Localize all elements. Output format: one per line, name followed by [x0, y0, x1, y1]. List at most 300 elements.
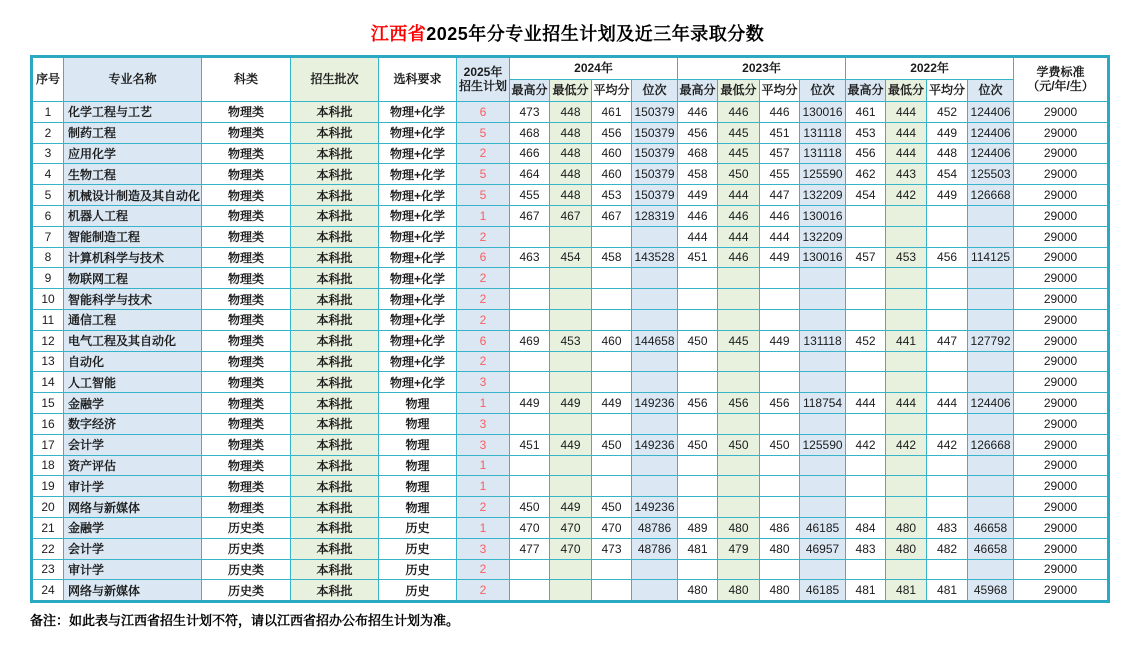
- cell-tuition: 29000: [1014, 413, 1109, 434]
- cell-2024-avg: [592, 309, 632, 330]
- cell-2023-rank: [800, 559, 846, 580]
- cell-2024-rank: [632, 372, 678, 393]
- cell-2024-min: 449: [550, 393, 592, 414]
- table-row: [32, 330, 1109, 351]
- cell-2023-avg: 455: [760, 164, 800, 185]
- cell-2023-min: 450: [718, 434, 760, 455]
- cell-2022-avg: [927, 351, 968, 372]
- cell-2022-min: 441: [886, 330, 927, 351]
- cell-2022-rank: 124406: [968, 393, 1014, 414]
- cell-subject-req: 物理: [379, 455, 457, 476]
- table-row: [32, 143, 1109, 164]
- cell-2024-rank: [632, 455, 678, 476]
- cell-major: 会计学: [64, 434, 202, 455]
- cell-subject-req: 物理+化学: [379, 122, 457, 143]
- cell-tuition: 29000: [1014, 289, 1109, 310]
- cell-2024-rank: 149236: [632, 434, 678, 455]
- cell-no: 7: [32, 226, 64, 247]
- cell-2024-avg: 460: [592, 330, 632, 351]
- table-row: [32, 413, 1109, 434]
- cell-2023-min: 446: [718, 205, 760, 226]
- cell-category: 物理类: [202, 268, 291, 289]
- cell-2022-max: 454: [846, 185, 886, 206]
- cell-2022-avg: [927, 268, 968, 289]
- cell-2023-avg: 450: [760, 434, 800, 455]
- cell-plan-2025: 6: [457, 247, 510, 268]
- cell-2023-max: [678, 455, 718, 476]
- score-col-header-min: 最低分: [886, 80, 927, 102]
- cell-2024-rank: 150379: [632, 143, 678, 164]
- cell-batch: 本科批: [291, 330, 379, 351]
- cell-2022-min: [886, 413, 927, 434]
- table-row: [32, 268, 1109, 289]
- cell-no: 16: [32, 413, 64, 434]
- cell-tuition: 29000: [1014, 351, 1109, 372]
- cell-major: 应用化学: [64, 143, 202, 164]
- cell-plan-2025: 3: [457, 538, 510, 559]
- cell-no: 5: [32, 185, 64, 206]
- cell-2022-avg: [927, 289, 968, 310]
- cell-subject-req: 物理+化学: [379, 205, 457, 226]
- cell-plan-2025: 2: [457, 309, 510, 330]
- cell-no: 8: [32, 247, 64, 268]
- table-row: [32, 205, 1109, 226]
- cell-no: 9: [32, 268, 64, 289]
- cell-no: 21: [32, 517, 64, 538]
- score-col-header-max: 最高分: [846, 80, 886, 102]
- cell-2023-avg: 446: [760, 205, 800, 226]
- cell-2022-rank: 45968: [968, 580, 1014, 602]
- cell-2022-max: [846, 559, 886, 580]
- cell-2023-max: 456: [678, 122, 718, 143]
- cell-2023-max: 489: [678, 517, 718, 538]
- cell-2023-rank: 130016: [800, 102, 846, 123]
- score-col-header-avg: 平均分: [592, 80, 632, 102]
- cell-subject-req: 历史: [379, 538, 457, 559]
- cell-2024-min: 449: [550, 497, 592, 518]
- cell-2022-min: [886, 476, 927, 497]
- cell-2022-rank: 126668: [968, 434, 1014, 455]
- cell-plan-2025: 1: [457, 455, 510, 476]
- cell-2022-rank: 46658: [968, 538, 1014, 559]
- cell-2023-min: [718, 372, 760, 393]
- cell-2024-avg: 461: [592, 102, 632, 123]
- cell-batch: 本科批: [291, 372, 379, 393]
- cell-2023-rank: 131118: [800, 122, 846, 143]
- cell-2023-max: 450: [678, 330, 718, 351]
- cell-2022-max: [846, 455, 886, 476]
- cell-2024-avg: 460: [592, 164, 632, 185]
- cell-tuition: 29000: [1014, 372, 1109, 393]
- cell-2022-rank: [968, 413, 1014, 434]
- cell-plan-2025: 1: [457, 517, 510, 538]
- cell-2024-max: 455: [510, 185, 550, 206]
- cell-2024-max: [510, 289, 550, 310]
- cell-category: 物理类: [202, 497, 291, 518]
- cell-tuition: 29000: [1014, 185, 1109, 206]
- cell-2023-avg: [760, 559, 800, 580]
- cell-2023-min: 446: [718, 247, 760, 268]
- cell-2023-min: 456: [718, 393, 760, 414]
- cell-2023-rank: 118754: [800, 393, 846, 414]
- cell-2023-max: [678, 309, 718, 330]
- cell-2023-avg: [760, 497, 800, 518]
- cell-2022-min: 480: [886, 538, 927, 559]
- cell-2024-avg: 460: [592, 143, 632, 164]
- cell-2022-avg: [927, 413, 968, 434]
- cell-2022-max: [846, 413, 886, 434]
- cell-2023-min: 480: [718, 580, 760, 602]
- cell-2024-rank: 144658: [632, 330, 678, 351]
- cell-plan-2025: 6: [457, 102, 510, 123]
- cell-tuition: 29000: [1014, 559, 1109, 580]
- cell-2023-min: [718, 268, 760, 289]
- cell-2024-avg: [592, 580, 632, 602]
- cell-2024-max: 469: [510, 330, 550, 351]
- cell-2023-min: 450: [718, 164, 760, 185]
- cell-2023-min: [718, 476, 760, 497]
- cell-2022-rank: [968, 289, 1014, 310]
- cell-major: 审计学: [64, 559, 202, 580]
- cell-2022-max: 453: [846, 122, 886, 143]
- cell-2023-rank: [800, 476, 846, 497]
- table-row: [32, 185, 1109, 206]
- cell-major: 机械设计制造及其自动化: [64, 185, 202, 206]
- cell-2024-rank: [632, 289, 678, 310]
- title-province: 江西省: [370, 24, 427, 44]
- cell-2022-avg: [927, 309, 968, 330]
- cell-2022-max: 456: [846, 143, 886, 164]
- cell-2023-rank: [800, 372, 846, 393]
- plan-header-line1: 2025年: [463, 64, 503, 79]
- cell-category: 物理类: [202, 226, 291, 247]
- cell-category: 物理类: [202, 309, 291, 330]
- cell-2022-max: 481: [846, 580, 886, 602]
- cell-subject-req: 物理+化学: [379, 226, 457, 247]
- cell-2024-rank: [632, 413, 678, 434]
- table-row: [32, 434, 1109, 455]
- cell-2022-min: [886, 268, 927, 289]
- cell-2024-max: [510, 351, 550, 372]
- cell-subject-req: 物理+化学: [379, 330, 457, 351]
- cell-2022-min: [886, 497, 927, 518]
- cell-2022-max: [846, 226, 886, 247]
- cell-2024-avg: [592, 351, 632, 372]
- cell-2023-min: 444: [718, 226, 760, 247]
- cell-2022-rank: [968, 455, 1014, 476]
- cell-2024-min: 470: [550, 517, 592, 538]
- cell-no: 13: [32, 351, 64, 372]
- cell-2022-avg: 442: [927, 434, 968, 455]
- cell-category: 历史类: [202, 517, 291, 538]
- cell-2022-avg: 483: [927, 517, 968, 538]
- cell-batch: 本科批: [291, 413, 379, 434]
- cell-2022-avg: [927, 559, 968, 580]
- cell-2023-avg: 447: [760, 185, 800, 206]
- cell-2024-rank: 150379: [632, 122, 678, 143]
- cell-batch: 本科批: [291, 309, 379, 330]
- cell-subject-req: 物理+化学: [379, 102, 457, 123]
- cell-tuition: 29000: [1014, 268, 1109, 289]
- cell-2024-min: [550, 372, 592, 393]
- cell-subject-req: 物理: [379, 497, 457, 518]
- cell-2022-max: [846, 476, 886, 497]
- col-header-batch: 招生批次: [291, 57, 379, 102]
- cell-2023-max: 468: [678, 143, 718, 164]
- footnote: 备注：如此表与江西省招生计划不符，请以江西省招办公布招生计划为准。: [30, 613, 460, 629]
- cell-category: 物理类: [202, 455, 291, 476]
- cell-2023-avg: [760, 372, 800, 393]
- cell-subject-req: 物理+化学: [379, 143, 457, 164]
- cell-2023-min: 445: [718, 330, 760, 351]
- cell-2024-rank: 48786: [632, 538, 678, 559]
- cell-2023-avg: [760, 309, 800, 330]
- cell-2022-rank: [968, 372, 1014, 393]
- cell-subject-req: 物理+化学: [379, 268, 457, 289]
- cell-2023-max: [678, 372, 718, 393]
- cell-2024-min: 448: [550, 164, 592, 185]
- cell-category: 物理类: [202, 351, 291, 372]
- cell-2022-min: [886, 351, 927, 372]
- cell-2023-min: 444: [718, 185, 760, 206]
- cell-batch: 本科批: [291, 205, 379, 226]
- cell-2023-avg: 446: [760, 102, 800, 123]
- cell-2023-avg: [760, 268, 800, 289]
- cell-category: 物理类: [202, 102, 291, 123]
- cell-2024-rank: [632, 309, 678, 330]
- cell-2022-min: [886, 226, 927, 247]
- cell-2024-max: 468: [510, 122, 550, 143]
- cell-subject-req: 物理: [379, 434, 457, 455]
- cell-2023-min: [718, 497, 760, 518]
- cell-2024-max: 466: [510, 143, 550, 164]
- score-col-header-rank: 位次: [800, 80, 846, 102]
- cell-category: 物理类: [202, 247, 291, 268]
- cell-2023-avg: 451: [760, 122, 800, 143]
- col-header-major: 专业名称: [64, 57, 202, 102]
- cell-2022-max: [846, 205, 886, 226]
- cell-2023-min: [718, 309, 760, 330]
- cell-category: 物理类: [202, 143, 291, 164]
- cell-2022-min: 444: [886, 393, 927, 414]
- cell-2022-min: 480: [886, 517, 927, 538]
- cell-2023-rank: 125590: [800, 164, 846, 185]
- cell-2023-max: [678, 413, 718, 434]
- cell-plan-2025: 2: [457, 226, 510, 247]
- cell-tuition: 29000: [1014, 309, 1109, 330]
- cell-2024-min: [550, 289, 592, 310]
- cell-2022-rank: 114125: [968, 247, 1014, 268]
- cell-plan-2025: 2: [457, 497, 510, 518]
- cell-2024-rank: 149236: [632, 393, 678, 414]
- cell-no: 3: [32, 143, 64, 164]
- cell-2023-avg: 480: [760, 538, 800, 559]
- cell-plan-2025: 5: [457, 185, 510, 206]
- cell-2024-max: [510, 580, 550, 602]
- cell-2023-avg: [760, 413, 800, 434]
- cell-2022-min: 442: [886, 185, 927, 206]
- cell-2023-max: 446: [678, 102, 718, 123]
- cell-2023-max: 458: [678, 164, 718, 185]
- cell-2022-max: [846, 497, 886, 518]
- cell-batch: 本科批: [291, 434, 379, 455]
- cell-2023-rank: [800, 289, 846, 310]
- cell-major: 化学工程与工艺: [64, 102, 202, 123]
- cell-2022-rank: 127792: [968, 330, 1014, 351]
- cell-tuition: 29000: [1014, 143, 1109, 164]
- cell-category: 物理类: [202, 289, 291, 310]
- cell-2024-max: 467: [510, 205, 550, 226]
- cell-2024-min: [550, 351, 592, 372]
- table-row: [32, 351, 1109, 372]
- cell-2023-max: [678, 351, 718, 372]
- cell-2022-rank: 46658: [968, 517, 1014, 538]
- cell-2024-avg: 449: [592, 393, 632, 414]
- cell-plan-2025: 5: [457, 164, 510, 185]
- cell-tuition: 29000: [1014, 122, 1109, 143]
- cell-2024-rank: 143528: [632, 247, 678, 268]
- cell-no: 10: [32, 289, 64, 310]
- cell-batch: 本科批: [291, 289, 379, 310]
- cell-2023-min: [718, 289, 760, 310]
- cell-2024-avg: [592, 226, 632, 247]
- cell-2022-rank: 124406: [968, 143, 1014, 164]
- cell-2023-avg: 444: [760, 226, 800, 247]
- cell-2022-max: 444: [846, 393, 886, 414]
- cell-2023-rank: 46185: [800, 580, 846, 602]
- table-row: [32, 476, 1109, 497]
- cell-2023-min: 480: [718, 517, 760, 538]
- cell-2023-rank: 130016: [800, 247, 846, 268]
- cell-2024-min: 448: [550, 122, 592, 143]
- cell-2022-rank: 124406: [968, 102, 1014, 123]
- cell-batch: 本科批: [291, 102, 379, 123]
- cell-2024-min: 454: [550, 247, 592, 268]
- title-rest: 2025年分专业招生计划及近三年录取分数: [426, 24, 765, 44]
- year-header-2023: 2023年: [678, 57, 846, 80]
- cell-2024-min: 470: [550, 538, 592, 559]
- cell-2023-max: 450: [678, 434, 718, 455]
- cell-tuition: 29000: [1014, 434, 1109, 455]
- year-header-2022: 2022年: [846, 57, 1014, 80]
- table-row: [32, 164, 1109, 185]
- table-row: [32, 580, 1109, 602]
- cell-plan-2025: 2: [457, 580, 510, 602]
- cell-2023-rank: [800, 455, 846, 476]
- cell-major: 金融学: [64, 393, 202, 414]
- cell-2024-min: 449: [550, 434, 592, 455]
- cell-2023-rank: 130016: [800, 205, 846, 226]
- cell-2023-avg: 456: [760, 393, 800, 414]
- cell-major: 通信工程: [64, 309, 202, 330]
- col-header-no: 序号: [32, 57, 64, 102]
- cell-plan-2025: 2: [457, 559, 510, 580]
- table-body: [32, 102, 1109, 602]
- cell-2024-rank: [632, 580, 678, 602]
- cell-2022-rank: [968, 268, 1014, 289]
- cell-subject-req: 物理+化学: [379, 164, 457, 185]
- cell-no: 6: [32, 205, 64, 226]
- cell-2023-min: 446: [718, 102, 760, 123]
- cell-batch: 本科批: [291, 476, 379, 497]
- cell-2024-min: [550, 413, 592, 434]
- cell-2024-min: [550, 580, 592, 602]
- cell-2024-max: 464: [510, 164, 550, 185]
- cell-2022-avg: 452: [927, 102, 968, 123]
- cell-plan-2025: 1: [457, 205, 510, 226]
- cell-2024-avg: [592, 268, 632, 289]
- cell-batch: 本科批: [291, 559, 379, 580]
- cell-2024-avg: [592, 372, 632, 393]
- cell-tuition: 29000: [1014, 330, 1109, 351]
- score-col-header-max: 最高分: [678, 80, 718, 102]
- cell-category: 物理类: [202, 434, 291, 455]
- cell-2023-max: 449: [678, 185, 718, 206]
- cell-2022-rank: [968, 351, 1014, 372]
- cell-2024-max: 477: [510, 538, 550, 559]
- cell-2023-max: 446: [678, 205, 718, 226]
- cell-tuition: 29000: [1014, 247, 1109, 268]
- cell-2022-min: 444: [886, 143, 927, 164]
- score-col-header-max: 最高分: [510, 80, 550, 102]
- cell-2022-min: [886, 455, 927, 476]
- cell-2022-max: [846, 289, 886, 310]
- cell-2024-avg: 450: [592, 497, 632, 518]
- cell-2022-max: 483: [846, 538, 886, 559]
- cell-2022-min: [886, 289, 927, 310]
- cell-subject-req: 历史: [379, 580, 457, 602]
- cell-category: 历史类: [202, 580, 291, 602]
- cell-2022-avg: 447: [927, 330, 968, 351]
- table-row: [32, 226, 1109, 247]
- cell-major: 网络与新媒体: [64, 497, 202, 518]
- cell-2022-max: 452: [846, 330, 886, 351]
- cell-2024-max: 449: [510, 393, 550, 414]
- col-header-category: 科类: [202, 57, 291, 102]
- cell-major: 机器人工程: [64, 205, 202, 226]
- cell-2022-avg: [927, 455, 968, 476]
- cell-2023-max: 451: [678, 247, 718, 268]
- cell-major: 金融学: [64, 517, 202, 538]
- cell-no: 15: [32, 393, 64, 414]
- cell-batch: 本科批: [291, 517, 379, 538]
- cell-2024-max: [510, 268, 550, 289]
- cell-major: 计算机科学与技术: [64, 247, 202, 268]
- cell-2022-rank: 126668: [968, 185, 1014, 206]
- cell-plan-2025: 3: [457, 413, 510, 434]
- cell-2024-rank: [632, 351, 678, 372]
- cell-plan-2025: 2: [457, 289, 510, 310]
- cell-2023-rank: 132209: [800, 226, 846, 247]
- cell-2024-rank: 150379: [632, 102, 678, 123]
- table-row: [32, 517, 1109, 538]
- cell-2024-rank: 128319: [632, 205, 678, 226]
- cell-2023-max: [678, 497, 718, 518]
- cell-2022-rank: [968, 476, 1014, 497]
- cell-batch: 本科批: [291, 226, 379, 247]
- cell-tuition: 29000: [1014, 476, 1109, 497]
- cell-plan-2025: 1: [457, 393, 510, 414]
- cell-2023-min: [718, 413, 760, 434]
- cell-2022-avg: 482: [927, 538, 968, 559]
- cell-2022-min: 444: [886, 102, 927, 123]
- table-row: [32, 393, 1109, 414]
- cell-2024-avg: 456: [592, 122, 632, 143]
- score-col-header-rank: 位次: [632, 80, 678, 102]
- cell-category: 物理类: [202, 122, 291, 143]
- table-row: [32, 455, 1109, 476]
- cell-2023-max: 480: [678, 580, 718, 602]
